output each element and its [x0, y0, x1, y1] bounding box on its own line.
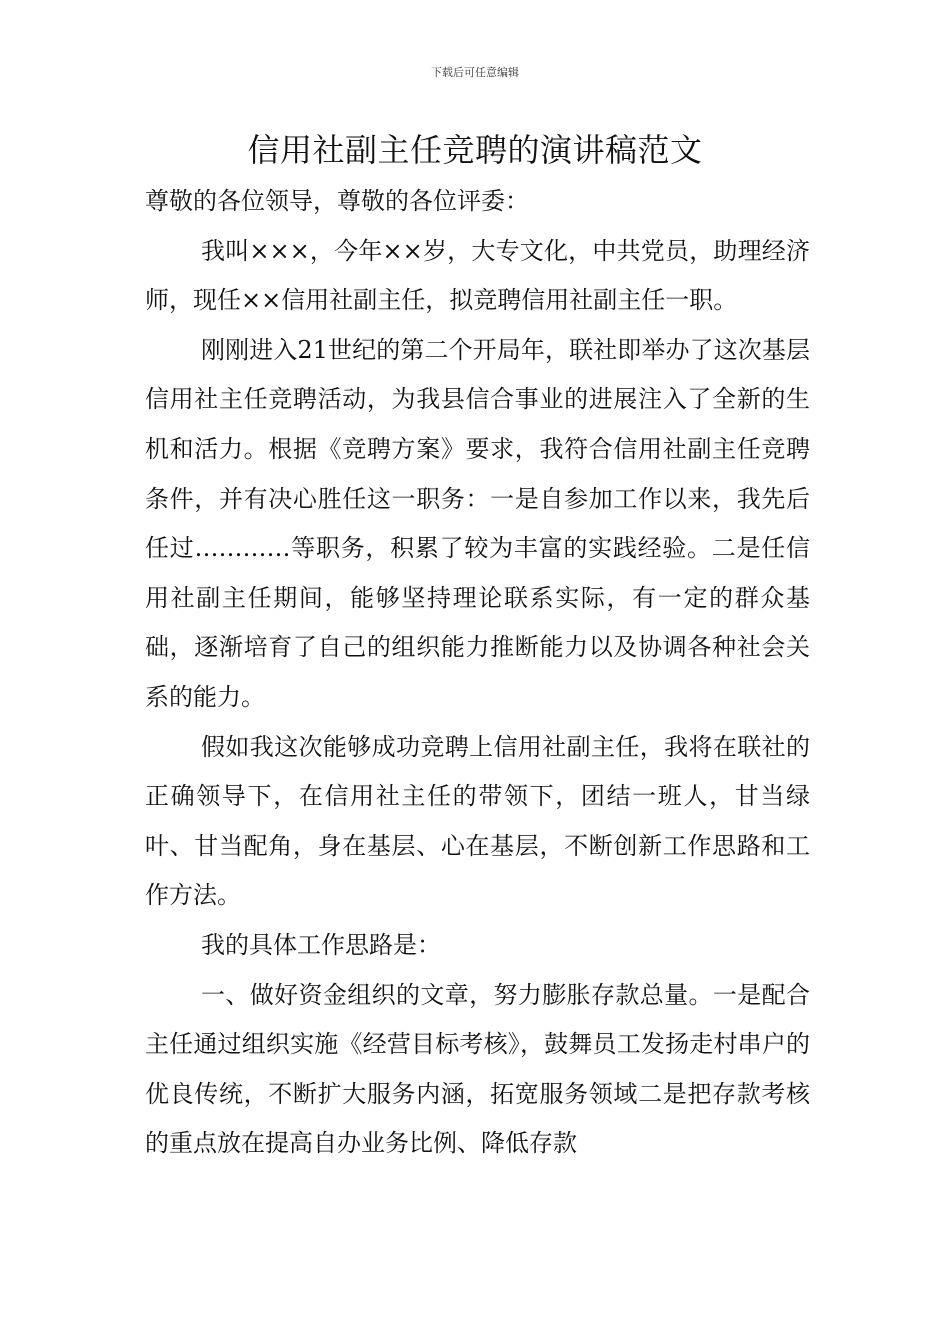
document-body [145, 177, 810, 1169]
body-paragraph: 我叫×××，今年××岁，大专文化，中共党员，助理经济师，现任××信用社副主任，拟竞聘信用社副主任一职。 [145, 236, 810, 315]
body-paragraph: 一、做好资金组织的文章，努力膨胀存款总量。一是配合主任通过组织实施《经营目标考核》，鼓舞员工发扬走村串户的优良传统，不断扩大服务内涵，拓宽服务领域二是把存款考核的重点放在提高自办业务比例、降低存款 [145, 980, 810, 1158]
body-paragraph: 假如我这次能够成功竞聘上信用社副主任，我将在联社的正确领导下，在信用社主任的带领下，团结一班人，甘当绿叶、甘当配角，身在基层、心在基层，不断创新工作思路和工作方法。 [145, 732, 810, 910]
salutation-paragraph: 尊敬的各位领导，尊敬的各位评委： [145, 187, 529, 215]
header-note: 下载后可任意编辑 [431, 66, 519, 79]
body-paragraph: 刚刚进入21世纪的第二个开局年，联社即举办了这次基层信用社主任竞聘活动，为我县信合事业的进展注入了全新的生机和活力。根据《竞聘方案》要求，我符合信用社副主任竞聘条件，并有决心胜任这一职务：一是自参加工作以来，我先后任过…………等职务，积累了较为丰富的实践经验。二是任信用社副主任期间，能够坚持理论联系实际，有一定的群众基础，逐渐培育了自己的组织能力推断能力以及协调各种社会关系的能力。 [145, 335, 810, 711]
body-paragraph: 我的具体工作思路是： [201, 930, 441, 959]
document-title: 信用社副主任竞聘的演讲稿范文 [247, 131, 703, 169]
